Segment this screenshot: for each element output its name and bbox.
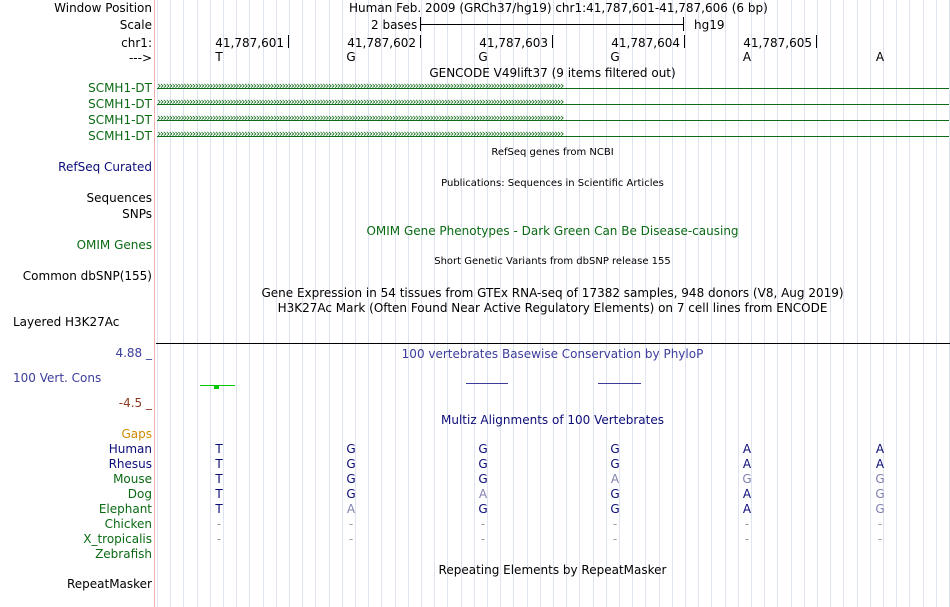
- aligned-base: -: [877, 532, 883, 546]
- dbsnp-label[interactable]: Common dbSNP(155): [22, 269, 152, 283]
- position-tick: [288, 35, 289, 48]
- species-label[interactable]: X_tropicalis: [83, 532, 152, 546]
- scale-value: 2 bases: [371, 18, 418, 32]
- reference-base: G: [610, 50, 620, 64]
- phylop-max-label: 4.88 _: [115, 346, 152, 360]
- window-position-value: Human Feb. 2009 (GRCh37/hg19) chr1:41,787,601-41,787,606 (6 bp): [349, 1, 768, 15]
- snps-label[interactable]: SNPs: [122, 207, 152, 221]
- gencode-title: GENCODE V49lift37 (9 items filtered out): [429, 66, 676, 80]
- phylop-title: 100 vertebrates Basewise Conservation by PhyloP: [401, 347, 704, 361]
- publications-title: Publications: Sequences in Scientific Articles: [441, 178, 664, 189]
- gtex-title: Gene Expression in 54 tissues from GTEx RNA-seq of 17382 samples, 948 donors (V8, Aug 2019): [261, 286, 844, 300]
- reference-base: A: [875, 50, 885, 64]
- position-label: 41,787,602: [347, 36, 416, 50]
- aligned-base: -: [744, 517, 750, 531]
- gene-arrow-glyphs: ››››››››››››››››››››››››››››››››››››››››››››››››››››››››››››››››››››››››››››››››››››››››››››››››››››››››››››››››››››››››››››››››››››››››››››: [157, 82, 563, 92]
- gencode-track-label[interactable]: SCMH1-DT: [88, 113, 152, 127]
- aligned-base: G: [742, 472, 752, 486]
- position-label: 41,787,604: [611, 36, 680, 50]
- aligned-base: -: [480, 532, 486, 546]
- gene-strand-arrows[interactable]: [157, 98, 949, 110]
- aligned-base: -: [348, 532, 354, 546]
- strand-label: --->: [128, 51, 152, 65]
- position-label: 41,787,605: [743, 36, 812, 50]
- gencode-track-label[interactable]: SCMH1-DT: [88, 129, 152, 143]
- gene-strand-arrows[interactable]: [157, 130, 949, 142]
- gene-strand-arrows[interactable]: [157, 82, 949, 94]
- scale-bar: [420, 17, 684, 31]
- aligned-base: A: [610, 472, 620, 486]
- aligned-base: G: [478, 502, 488, 516]
- aligned-base: G: [346, 487, 356, 501]
- omim-title: OMIM Gene Phenotypes - Dark Green Can Be Disease-causing: [366, 224, 739, 238]
- aligned-base: G: [610, 457, 620, 471]
- aligned-base: T: [215, 442, 223, 456]
- gene-strand-arrows[interactable]: [157, 114, 949, 126]
- position-tick: [552, 35, 553, 48]
- aligned-base: A: [875, 442, 885, 456]
- position-label: 41,787,601: [215, 36, 284, 50]
- window-position-label: Window Position: [54, 1, 152, 15]
- h3k27ac-label[interactable]: Layered H3K27Ac: [13, 315, 120, 329]
- gene-arrow-glyphs: ››››››››››››››››››››››››››››››››››››››››››››››››››››››››››››››››››››››››››››››››››››››››››››››››››››››››››››››››››››››››››››››››››››››››››››: [157, 98, 563, 108]
- aligned-base: A: [346, 502, 356, 516]
- multiz-title: Multiz Alignments of 100 Vertebrates: [440, 413, 665, 427]
- species-label[interactable]: Elephant: [98, 502, 152, 516]
- aligned-base: G: [346, 457, 356, 471]
- aligned-base: G: [610, 487, 620, 501]
- species-label[interactable]: Chicken: [104, 517, 152, 531]
- aligned-base: T: [215, 457, 223, 471]
- phylop-top-border: [156, 343, 950, 344]
- gene-arrow-glyphs: ››››››››››››››››››››››››››››››››››››››››››››››››››››››››››››››››››››››››››››››››››››››››››››››››››››››››››››››››››››››››››››››››››››››››››››: [157, 130, 563, 140]
- repeatmasker-title: Repeating Elements by RepeatMasker: [438, 563, 667, 577]
- aligned-base: G: [346, 472, 356, 486]
- aligned-base: G: [875, 487, 885, 501]
- position-label: 41,787,603: [479, 36, 548, 50]
- species-label[interactable]: Mouse: [113, 472, 152, 486]
- repeatmasker-label[interactable]: RepeatMasker: [66, 577, 152, 591]
- scale-assembly: hg19: [694, 18, 725, 32]
- aligned-base: G: [610, 502, 620, 516]
- h3k27ac-title: H3K27Ac Mark (Often Found Near Active Regulatory Elements) on 7 cell lines from ENCODE: [277, 301, 828, 315]
- refseq-label[interactable]: RefSeq Curated: [58, 160, 152, 174]
- gene-arrow-glyphs: ››››››››››››››››››››››››››››››››››››››››››››››››››››››››››››››››››››››››››››››››››››››››››››››››››››››››››››››››››››››››››››››››››››››››››››: [157, 114, 563, 124]
- gencode-track-label[interactable]: SCMH1-DT: [88, 81, 152, 95]
- aligned-base: -: [612, 517, 618, 531]
- aligned-base: G: [478, 457, 488, 471]
- aligned-base: G: [478, 442, 488, 456]
- position-tick: [816, 35, 817, 48]
- chrom-label: chr1:: [121, 36, 152, 50]
- aligned-base: -: [612, 532, 618, 546]
- aligned-base: -: [348, 517, 354, 531]
- aligned-base: -: [216, 517, 222, 531]
- aligned-base: A: [742, 487, 752, 501]
- gaps-label[interactable]: Gaps: [121, 427, 152, 441]
- position-tick: [684, 35, 685, 48]
- species-label[interactable]: Human: [108, 442, 152, 456]
- aligned-base: T: [215, 487, 223, 501]
- aligned-base: A: [875, 457, 885, 471]
- aligned-base: A: [742, 502, 752, 516]
- aligned-base: G: [478, 472, 488, 486]
- reference-base: T: [215, 50, 223, 64]
- aligned-base: -: [744, 532, 750, 546]
- aligned-base: A: [742, 457, 752, 471]
- species-label[interactable]: Rhesus: [108, 457, 152, 471]
- phylop-min-label: -4.5 _: [118, 396, 152, 410]
- species-label[interactable]: Zebrafish: [95, 547, 152, 561]
- aligned-base: A: [742, 442, 752, 456]
- aligned-base: G: [875, 472, 885, 486]
- aligned-base: G: [610, 442, 620, 456]
- refseq-title: RefSeq genes from NCBI: [491, 147, 614, 158]
- reference-base: G: [478, 50, 488, 64]
- omim-label[interactable]: OMIM Genes: [76, 238, 152, 252]
- reference-base: G: [346, 50, 356, 64]
- aligned-base: -: [216, 532, 222, 546]
- aligned-base: G: [346, 442, 356, 456]
- aligned-base: G: [875, 502, 885, 516]
- sequences-label[interactable]: Sequences: [86, 191, 152, 205]
- aligned-base: T: [215, 472, 223, 486]
- phylop-signal: [155, 376, 950, 396]
- reference-base: A: [742, 50, 752, 64]
- position-tick: [420, 35, 421, 48]
- species-label[interactable]: Dog: [127, 487, 152, 501]
- aligned-base: -: [480, 517, 486, 531]
- aligned-base: T: [215, 502, 223, 516]
- scale-label: Scale: [119, 18, 152, 32]
- gencode-track-label[interactable]: SCMH1-DT: [88, 97, 152, 111]
- dbsnp-title: Short Genetic Variants from dbSNP release 155: [434, 256, 671, 267]
- phylop-label[interactable]: 100 Vert. Cons: [13, 371, 102, 385]
- aligned-base: -: [877, 517, 883, 531]
- aligned-base: A: [478, 487, 488, 501]
